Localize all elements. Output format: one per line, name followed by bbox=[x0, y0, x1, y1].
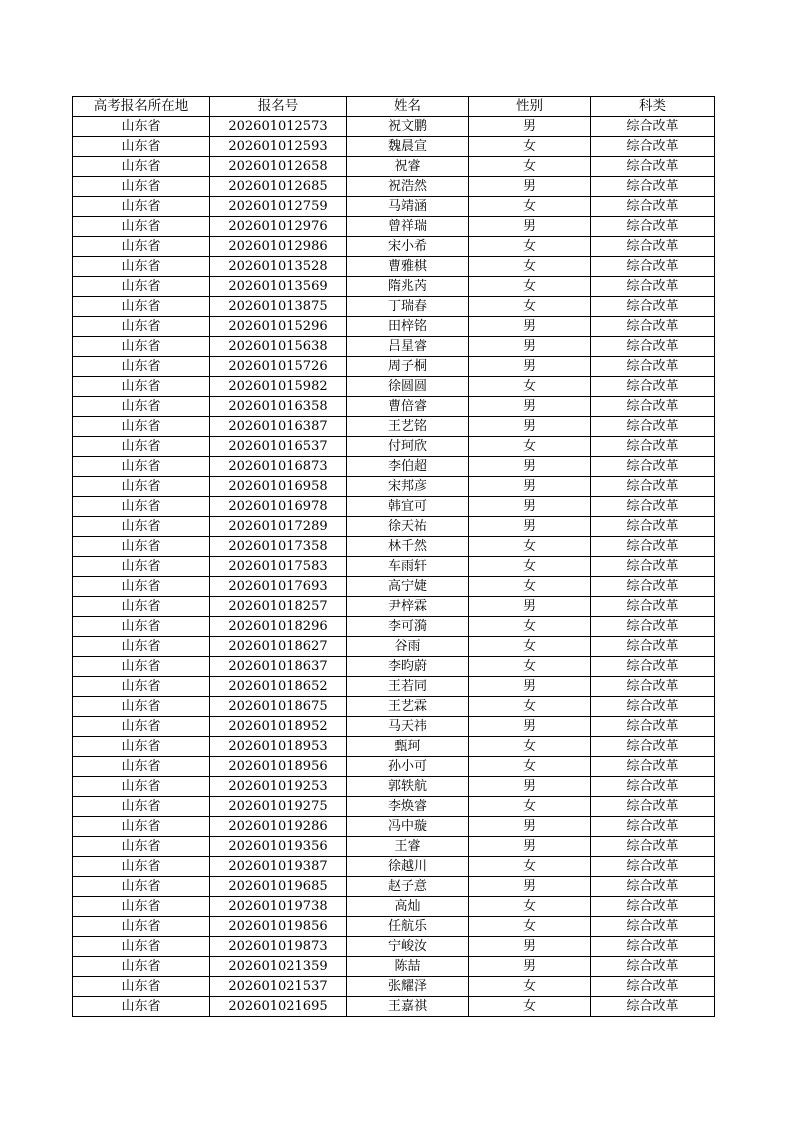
cell-name: 祝文鹏 bbox=[347, 117, 469, 137]
cell-gender: 女 bbox=[469, 297, 591, 317]
cell-location: 山东省 bbox=[73, 117, 210, 137]
cell-gender: 男 bbox=[469, 817, 591, 837]
cell-gender: 女 bbox=[469, 557, 591, 577]
table-row bbox=[73, 217, 715, 237]
cell-gender: 男 bbox=[469, 417, 591, 437]
cell-location: 山东省 bbox=[73, 617, 210, 637]
cell-subject-category: 综合改革 bbox=[591, 597, 715, 617]
cell-gender: 男 bbox=[469, 357, 591, 377]
table-row bbox=[73, 757, 715, 777]
table-row bbox=[73, 277, 715, 297]
cell-name: 任航乐 bbox=[347, 917, 469, 937]
cell-location: 山东省 bbox=[73, 297, 210, 317]
cell-subject-category: 综合改革 bbox=[591, 977, 715, 997]
cell-location: 山东省 bbox=[73, 697, 210, 717]
cell-location: 山东省 bbox=[73, 937, 210, 957]
cell-registration-number: 202601017289 bbox=[210, 517, 347, 537]
column-header-gender: 性别 bbox=[469, 97, 591, 117]
cell-gender: 男 bbox=[469, 717, 591, 737]
cell-location: 山东省 bbox=[73, 357, 210, 377]
cell-location: 山东省 bbox=[73, 417, 210, 437]
cell-location: 山东省 bbox=[73, 777, 210, 797]
cell-location: 山东省 bbox=[73, 977, 210, 997]
cell-gender: 男 bbox=[469, 597, 591, 617]
cell-registration-number: 202601018296 bbox=[210, 617, 347, 637]
cell-gender: 男 bbox=[469, 397, 591, 417]
table-row bbox=[73, 737, 715, 757]
table-row bbox=[73, 817, 715, 837]
cell-name: 徐越川 bbox=[347, 857, 469, 877]
table-row bbox=[73, 117, 715, 137]
cell-gender: 女 bbox=[469, 197, 591, 217]
cell-name: 谷雨 bbox=[347, 637, 469, 657]
cell-subject-category: 综合改革 bbox=[591, 677, 715, 697]
cell-gender: 女 bbox=[469, 137, 591, 157]
cell-location: 山东省 bbox=[73, 737, 210, 757]
table-row bbox=[73, 377, 715, 397]
cell-registration-number: 202601015296 bbox=[210, 317, 347, 337]
table-row bbox=[73, 237, 715, 257]
cell-subject-category: 综合改革 bbox=[591, 297, 715, 317]
cell-registration-number: 202601018627 bbox=[210, 637, 347, 657]
cell-gender: 男 bbox=[469, 177, 591, 197]
table-row bbox=[73, 257, 715, 277]
cell-name: 林千然 bbox=[347, 537, 469, 557]
cell-gender: 男 bbox=[469, 777, 591, 797]
cell-registration-number: 202601021359 bbox=[210, 957, 347, 977]
cell-location: 山东省 bbox=[73, 477, 210, 497]
cell-location: 山东省 bbox=[73, 277, 210, 297]
cell-location: 山东省 bbox=[73, 817, 210, 837]
table-row bbox=[73, 537, 715, 557]
cell-registration-number: 202601015982 bbox=[210, 377, 347, 397]
cell-subject-category: 综合改革 bbox=[591, 757, 715, 777]
cell-location: 山东省 bbox=[73, 597, 210, 617]
cell-name: 田梓铭 bbox=[347, 317, 469, 337]
cell-name: 郭轶航 bbox=[347, 777, 469, 797]
cell-name: 尹梓霖 bbox=[347, 597, 469, 617]
table-row bbox=[73, 917, 715, 937]
cell-name: 王艺霖 bbox=[347, 697, 469, 717]
table-row bbox=[73, 497, 715, 517]
cell-subject-category: 综合改革 bbox=[591, 917, 715, 937]
cell-name: 高灿 bbox=[347, 897, 469, 917]
cell-location: 山东省 bbox=[73, 537, 210, 557]
cell-subject-category: 综合改革 bbox=[591, 317, 715, 337]
table-row bbox=[73, 597, 715, 617]
cell-name: 宋小希 bbox=[347, 237, 469, 257]
cell-registration-number: 202601018956 bbox=[210, 757, 347, 777]
cell-gender: 女 bbox=[469, 377, 591, 397]
cell-location: 山东省 bbox=[73, 797, 210, 817]
table-row bbox=[73, 797, 715, 817]
cell-registration-number: 202601019275 bbox=[210, 797, 347, 817]
cell-registration-number: 202601013569 bbox=[210, 277, 347, 297]
cell-gender: 女 bbox=[469, 577, 591, 597]
cell-name: 李可漪 bbox=[347, 617, 469, 637]
table-row bbox=[73, 417, 715, 437]
cell-subject-category: 综合改革 bbox=[591, 897, 715, 917]
table-row bbox=[73, 877, 715, 897]
cell-subject-category: 综合改革 bbox=[591, 817, 715, 837]
cell-subject-category: 综合改革 bbox=[591, 237, 715, 257]
cell-location: 山东省 bbox=[73, 857, 210, 877]
cell-name: 王睿 bbox=[347, 837, 469, 857]
cell-subject-category: 综合改革 bbox=[591, 997, 715, 1017]
cell-gender: 男 bbox=[469, 877, 591, 897]
cell-subject-category: 综合改革 bbox=[591, 577, 715, 597]
cell-name: 付珂欣 bbox=[347, 437, 469, 457]
cell-gender: 女 bbox=[469, 977, 591, 997]
table-row bbox=[73, 297, 715, 317]
cell-name: 韩宜可 bbox=[347, 497, 469, 517]
column-header-name: 姓名 bbox=[347, 97, 469, 117]
cell-name: 马靖涵 bbox=[347, 197, 469, 217]
cell-registration-number: 202601012658 bbox=[210, 157, 347, 177]
cell-gender: 女 bbox=[469, 277, 591, 297]
cell-name: 车雨轩 bbox=[347, 557, 469, 577]
cell-registration-number: 202601012976 bbox=[210, 217, 347, 237]
cell-location: 山东省 bbox=[73, 237, 210, 257]
cell-location: 山东省 bbox=[73, 677, 210, 697]
cell-registration-number: 202601018953 bbox=[210, 737, 347, 757]
cell-registration-number: 202601016537 bbox=[210, 437, 347, 457]
cell-registration-number: 202601018637 bbox=[210, 657, 347, 677]
cell-location: 山东省 bbox=[73, 497, 210, 517]
cell-registration-number: 202601018652 bbox=[210, 677, 347, 697]
cell-subject-category: 综合改革 bbox=[591, 377, 715, 397]
cell-gender: 女 bbox=[469, 657, 591, 677]
cell-gender: 男 bbox=[469, 457, 591, 477]
column-header-registration-number: 报名号 bbox=[210, 97, 347, 117]
cell-gender: 女 bbox=[469, 537, 591, 557]
cell-registration-number: 202601013528 bbox=[210, 257, 347, 277]
cell-gender: 男 bbox=[469, 117, 591, 137]
column-header-subject-category: 科类 bbox=[591, 97, 715, 117]
table-row bbox=[73, 357, 715, 377]
cell-gender: 女 bbox=[469, 917, 591, 937]
cell-subject-category: 综合改革 bbox=[591, 837, 715, 857]
cell-subject-category: 综合改革 bbox=[591, 137, 715, 157]
cell-registration-number: 202601012986 bbox=[210, 237, 347, 257]
table-row bbox=[73, 837, 715, 857]
cell-location: 山东省 bbox=[73, 437, 210, 457]
cell-subject-category: 综合改革 bbox=[591, 877, 715, 897]
cell-subject-category: 综合改革 bbox=[591, 257, 715, 277]
cell-subject-category: 综合改革 bbox=[591, 357, 715, 377]
table-row bbox=[73, 437, 715, 457]
cell-registration-number: 202601019387 bbox=[210, 857, 347, 877]
cell-subject-category: 综合改革 bbox=[591, 937, 715, 957]
table-row bbox=[73, 657, 715, 677]
cell-location: 山东省 bbox=[73, 257, 210, 277]
cell-subject-category: 综合改革 bbox=[591, 617, 715, 637]
table-header-row bbox=[73, 97, 715, 117]
cell-name: 周子桐 bbox=[347, 357, 469, 377]
table-row bbox=[73, 937, 715, 957]
table-row bbox=[73, 897, 715, 917]
cell-subject-category: 综合改革 bbox=[591, 637, 715, 657]
cell-name: 魏晨宣 bbox=[347, 137, 469, 157]
cell-gender: 女 bbox=[469, 437, 591, 457]
cell-registration-number: 202601019253 bbox=[210, 777, 347, 797]
cell-location: 山东省 bbox=[73, 637, 210, 657]
cell-location: 山东省 bbox=[73, 997, 210, 1017]
cell-registration-number: 202601021695 bbox=[210, 997, 347, 1017]
cell-gender: 男 bbox=[469, 497, 591, 517]
cell-location: 山东省 bbox=[73, 877, 210, 897]
table-row bbox=[73, 617, 715, 637]
cell-gender: 女 bbox=[469, 737, 591, 757]
cell-registration-number: 202601017693 bbox=[210, 577, 347, 597]
cell-subject-category: 综合改革 bbox=[591, 217, 715, 237]
cell-gender: 男 bbox=[469, 517, 591, 537]
cell-name: 祝浩然 bbox=[347, 177, 469, 197]
cell-name: 丁瑞春 bbox=[347, 297, 469, 317]
cell-subject-category: 综合改革 bbox=[591, 397, 715, 417]
cell-gender: 女 bbox=[469, 617, 591, 637]
cell-location: 山东省 bbox=[73, 377, 210, 397]
cell-registration-number: 202601016978 bbox=[210, 497, 347, 517]
cell-gender: 男 bbox=[469, 937, 591, 957]
cell-subject-category: 综合改革 bbox=[591, 957, 715, 977]
cell-gender: 女 bbox=[469, 697, 591, 717]
cell-gender: 男 bbox=[469, 837, 591, 857]
cell-subject-category: 综合改革 bbox=[591, 857, 715, 877]
cell-gender: 女 bbox=[469, 997, 591, 1017]
cell-location: 山东省 bbox=[73, 197, 210, 217]
table-row bbox=[73, 957, 715, 977]
cell-registration-number: 202601018675 bbox=[210, 697, 347, 717]
cell-gender: 女 bbox=[469, 897, 591, 917]
cell-subject-category: 综合改革 bbox=[591, 717, 715, 737]
cell-location: 山东省 bbox=[73, 837, 210, 857]
cell-registration-number: 202601019356 bbox=[210, 837, 347, 857]
cell-gender: 女 bbox=[469, 237, 591, 257]
cell-gender: 男 bbox=[469, 217, 591, 237]
table-row bbox=[73, 197, 715, 217]
cell-subject-category: 综合改革 bbox=[591, 517, 715, 537]
cell-name: 王若同 bbox=[347, 677, 469, 697]
table-row bbox=[73, 997, 715, 1017]
cell-location: 山东省 bbox=[73, 957, 210, 977]
cell-subject-category: 综合改革 bbox=[591, 657, 715, 677]
cell-registration-number: 202601019856 bbox=[210, 917, 347, 937]
table-row bbox=[73, 637, 715, 657]
cell-gender: 男 bbox=[469, 677, 591, 697]
cell-subject-category: 综合改革 bbox=[591, 417, 715, 437]
cell-registration-number: 202601019873 bbox=[210, 937, 347, 957]
cell-name: 徐天祐 bbox=[347, 517, 469, 537]
cell-registration-number: 202601018257 bbox=[210, 597, 347, 617]
table-row bbox=[73, 717, 715, 737]
cell-location: 山东省 bbox=[73, 897, 210, 917]
cell-gender: 男 bbox=[469, 957, 591, 977]
cell-location: 山东省 bbox=[73, 577, 210, 597]
cell-subject-category: 综合改革 bbox=[591, 477, 715, 497]
cell-name: 祝睿 bbox=[347, 157, 469, 177]
cell-registration-number: 202601019685 bbox=[210, 877, 347, 897]
cell-location: 山东省 bbox=[73, 517, 210, 537]
cell-subject-category: 综合改革 bbox=[591, 497, 715, 517]
table-body bbox=[73, 117, 715, 1017]
cell-location: 山东省 bbox=[73, 917, 210, 937]
cell-name: 陈喆 bbox=[347, 957, 469, 977]
cell-registration-number: 202601015726 bbox=[210, 357, 347, 377]
cell-name: 李昀蔚 bbox=[347, 657, 469, 677]
cell-subject-category: 综合改革 bbox=[591, 277, 715, 297]
cell-location: 山东省 bbox=[73, 757, 210, 777]
cell-registration-number: 202601016958 bbox=[210, 477, 347, 497]
cell-location: 山东省 bbox=[73, 557, 210, 577]
cell-name: 李焕睿 bbox=[347, 797, 469, 817]
table-row bbox=[73, 857, 715, 877]
cell-gender: 男 bbox=[469, 477, 591, 497]
column-header-location: 高考报名所在地 bbox=[73, 97, 210, 117]
cell-subject-category: 综合改革 bbox=[591, 537, 715, 557]
cell-name: 甄珂 bbox=[347, 737, 469, 757]
cell-subject-category: 综合改革 bbox=[591, 557, 715, 577]
table-row bbox=[73, 457, 715, 477]
cell-registration-number: 202601017358 bbox=[210, 537, 347, 557]
cell-location: 山东省 bbox=[73, 177, 210, 197]
cell-name: 冯中璇 bbox=[347, 817, 469, 837]
cell-location: 山东省 bbox=[73, 337, 210, 357]
cell-subject-category: 综合改革 bbox=[591, 157, 715, 177]
cell-subject-category: 综合改革 bbox=[591, 457, 715, 477]
cell-registration-number: 202601016873 bbox=[210, 457, 347, 477]
cell-subject-category: 综合改革 bbox=[591, 177, 715, 197]
cell-registration-number: 202601019738 bbox=[210, 897, 347, 917]
cell-name: 曾祥瑞 bbox=[347, 217, 469, 237]
cell-location: 山东省 bbox=[73, 457, 210, 477]
cell-subject-category: 综合改革 bbox=[591, 777, 715, 797]
cell-name: 王艺铭 bbox=[347, 417, 469, 437]
cell-gender: 男 bbox=[469, 317, 591, 337]
cell-name: 徐圆圆 bbox=[347, 377, 469, 397]
cell-location: 山东省 bbox=[73, 157, 210, 177]
table-row bbox=[73, 557, 715, 577]
cell-name: 马天祎 bbox=[347, 717, 469, 737]
cell-location: 山东省 bbox=[73, 317, 210, 337]
cell-name: 张耀泽 bbox=[347, 977, 469, 997]
cell-registration-number: 202601021537 bbox=[210, 977, 347, 997]
table-row bbox=[73, 397, 715, 417]
cell-name: 宁峻汝 bbox=[347, 937, 469, 957]
cell-subject-category: 综合改革 bbox=[591, 117, 715, 137]
cell-location: 山东省 bbox=[73, 217, 210, 237]
table-row bbox=[73, 777, 715, 797]
table-row bbox=[73, 697, 715, 717]
cell-gender: 女 bbox=[469, 757, 591, 777]
cell-name: 赵子意 bbox=[347, 877, 469, 897]
cell-subject-category: 综合改革 bbox=[591, 697, 715, 717]
cell-location: 山东省 bbox=[73, 717, 210, 737]
cell-gender: 女 bbox=[469, 797, 591, 817]
table-row bbox=[73, 337, 715, 357]
table-row bbox=[73, 977, 715, 997]
cell-registration-number: 202601016387 bbox=[210, 417, 347, 437]
cell-name: 曹倍睿 bbox=[347, 397, 469, 417]
cell-registration-number: 202601012685 bbox=[210, 177, 347, 197]
cell-gender: 男 bbox=[469, 337, 591, 357]
table-row bbox=[73, 137, 715, 157]
cell-name: 宋邦彦 bbox=[347, 477, 469, 497]
cell-location: 山东省 bbox=[73, 137, 210, 157]
cell-registration-number: 202601012573 bbox=[210, 117, 347, 137]
cell-name: 孙小可 bbox=[347, 757, 469, 777]
cell-name: 隋兆芮 bbox=[347, 277, 469, 297]
cell-subject-category: 综合改革 bbox=[591, 797, 715, 817]
cell-registration-number: 202601018952 bbox=[210, 717, 347, 737]
cell-subject-category: 综合改革 bbox=[591, 437, 715, 457]
cell-registration-number: 202601013875 bbox=[210, 297, 347, 317]
table-row bbox=[73, 677, 715, 697]
cell-gender: 女 bbox=[469, 857, 591, 877]
cell-registration-number: 202601012759 bbox=[210, 197, 347, 217]
table-row bbox=[73, 317, 715, 337]
table-row bbox=[73, 157, 715, 177]
admission-roster-table bbox=[72, 96, 715, 1017]
cell-subject-category: 综合改革 bbox=[591, 197, 715, 217]
cell-registration-number: 202601017583 bbox=[210, 557, 347, 577]
cell-name: 李伯超 bbox=[347, 457, 469, 477]
cell-name: 王嘉祺 bbox=[347, 997, 469, 1017]
cell-registration-number: 202601016358 bbox=[210, 397, 347, 417]
table-row bbox=[73, 577, 715, 597]
cell-gender: 女 bbox=[469, 637, 591, 657]
table-row bbox=[73, 177, 715, 197]
table-row bbox=[73, 477, 715, 497]
cell-name: 吕星睿 bbox=[347, 337, 469, 357]
cell-registration-number: 202601012593 bbox=[210, 137, 347, 157]
cell-subject-category: 综合改革 bbox=[591, 337, 715, 357]
cell-name: 曹雅棋 bbox=[347, 257, 469, 277]
cell-registration-number: 202601015638 bbox=[210, 337, 347, 357]
cell-gender: 女 bbox=[469, 257, 591, 277]
cell-location: 山东省 bbox=[73, 397, 210, 417]
table-row bbox=[73, 517, 715, 537]
cell-location: 山东省 bbox=[73, 657, 210, 677]
cell-name: 高宁婕 bbox=[347, 577, 469, 597]
cell-gender: 女 bbox=[469, 157, 591, 177]
cell-subject-category: 综合改革 bbox=[591, 737, 715, 757]
cell-registration-number: 202601019286 bbox=[210, 817, 347, 837]
